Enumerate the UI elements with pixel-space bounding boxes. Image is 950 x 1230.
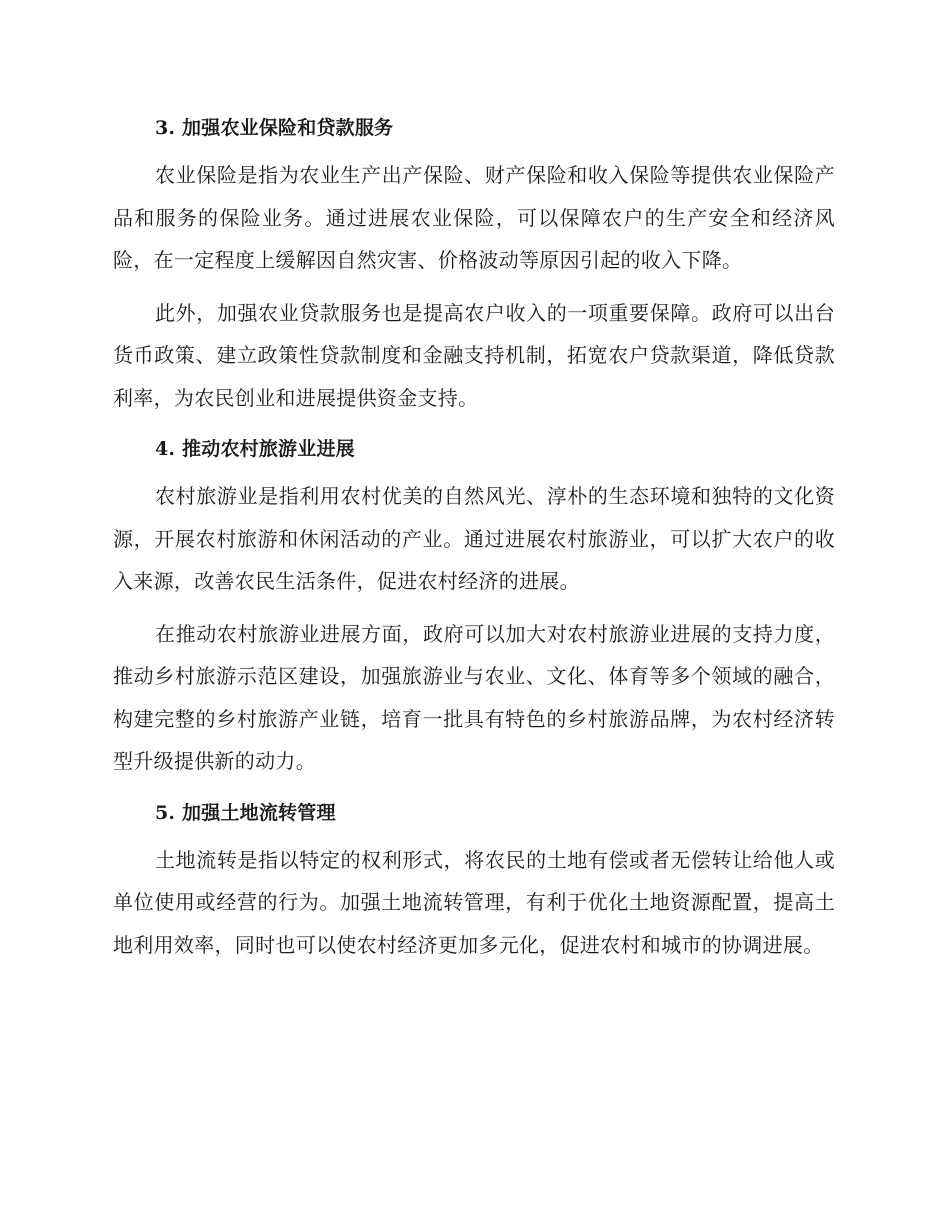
section-heading: 4. 推动农村旅游业进展 bbox=[155, 438, 355, 460]
paragraph: 农业保险是指为农业生产出产保险、财产保险和收入保险等提供农业保险产品和服务的保险业务。通过进展农业保险，可以保障农户的生产安全和经济风险，在一定程度上缓解因自然灾害、价格波动等原因引起的收入下降。 bbox=[113, 163, 835, 272]
section-heading: 5. 加强土地流转管理 bbox=[155, 801, 336, 824]
paragraph: 土地流转是指以特定的权利形式，将农民的土地有偿或者无偿转让给他人或单位使用或经营的行为。加强土地流转管理，有利于优化土地资源配置，提高土地利用效率，同时也可以使农村经济更加多元化，促进农村和城市的协调进展。 bbox=[113, 847, 835, 957]
paragraph: 农村旅游业是指利用农村优美的自然风光、淳朴的生态环境和独特的文化资源，开展农村旅游和休闲活动的产业。通过进展农村旅游业，可以扩大农户的收入来源，改善农民生活条件，促进农村经济的进展。 bbox=[113, 484, 835, 593]
section-rural-tourism bbox=[113, 429, 835, 783]
section-heading: 3. 加强农业保险和贷款服务 bbox=[155, 117, 394, 139]
document-body bbox=[113, 108, 835, 976]
section-land-transfer bbox=[113, 793, 835, 967]
paragraph: 在推动农村旅游业进展方面，政府可以加大对农村旅游业进展的支持力度，推动乡村旅游示范区建设，加强旅游业与农业、文化、体育等多个领域的融合，构建完整的乡村旅游产业链，培育一批具有特色的乡村旅游品牌，为农村经济转型升级提供新的动力。 bbox=[113, 621, 835, 773]
section-agri-insurance-loans bbox=[113, 108, 835, 419]
paragraph: 此外，加强农业贷款服务也是提高农户收入的一项重要保障。政府可以出台货币政策、建立政策性贷款制度和金融支持机制，拓宽农户贷款渠道，降低贷款利率，为农民创业和进展提供资金支持。 bbox=[113, 300, 835, 410]
